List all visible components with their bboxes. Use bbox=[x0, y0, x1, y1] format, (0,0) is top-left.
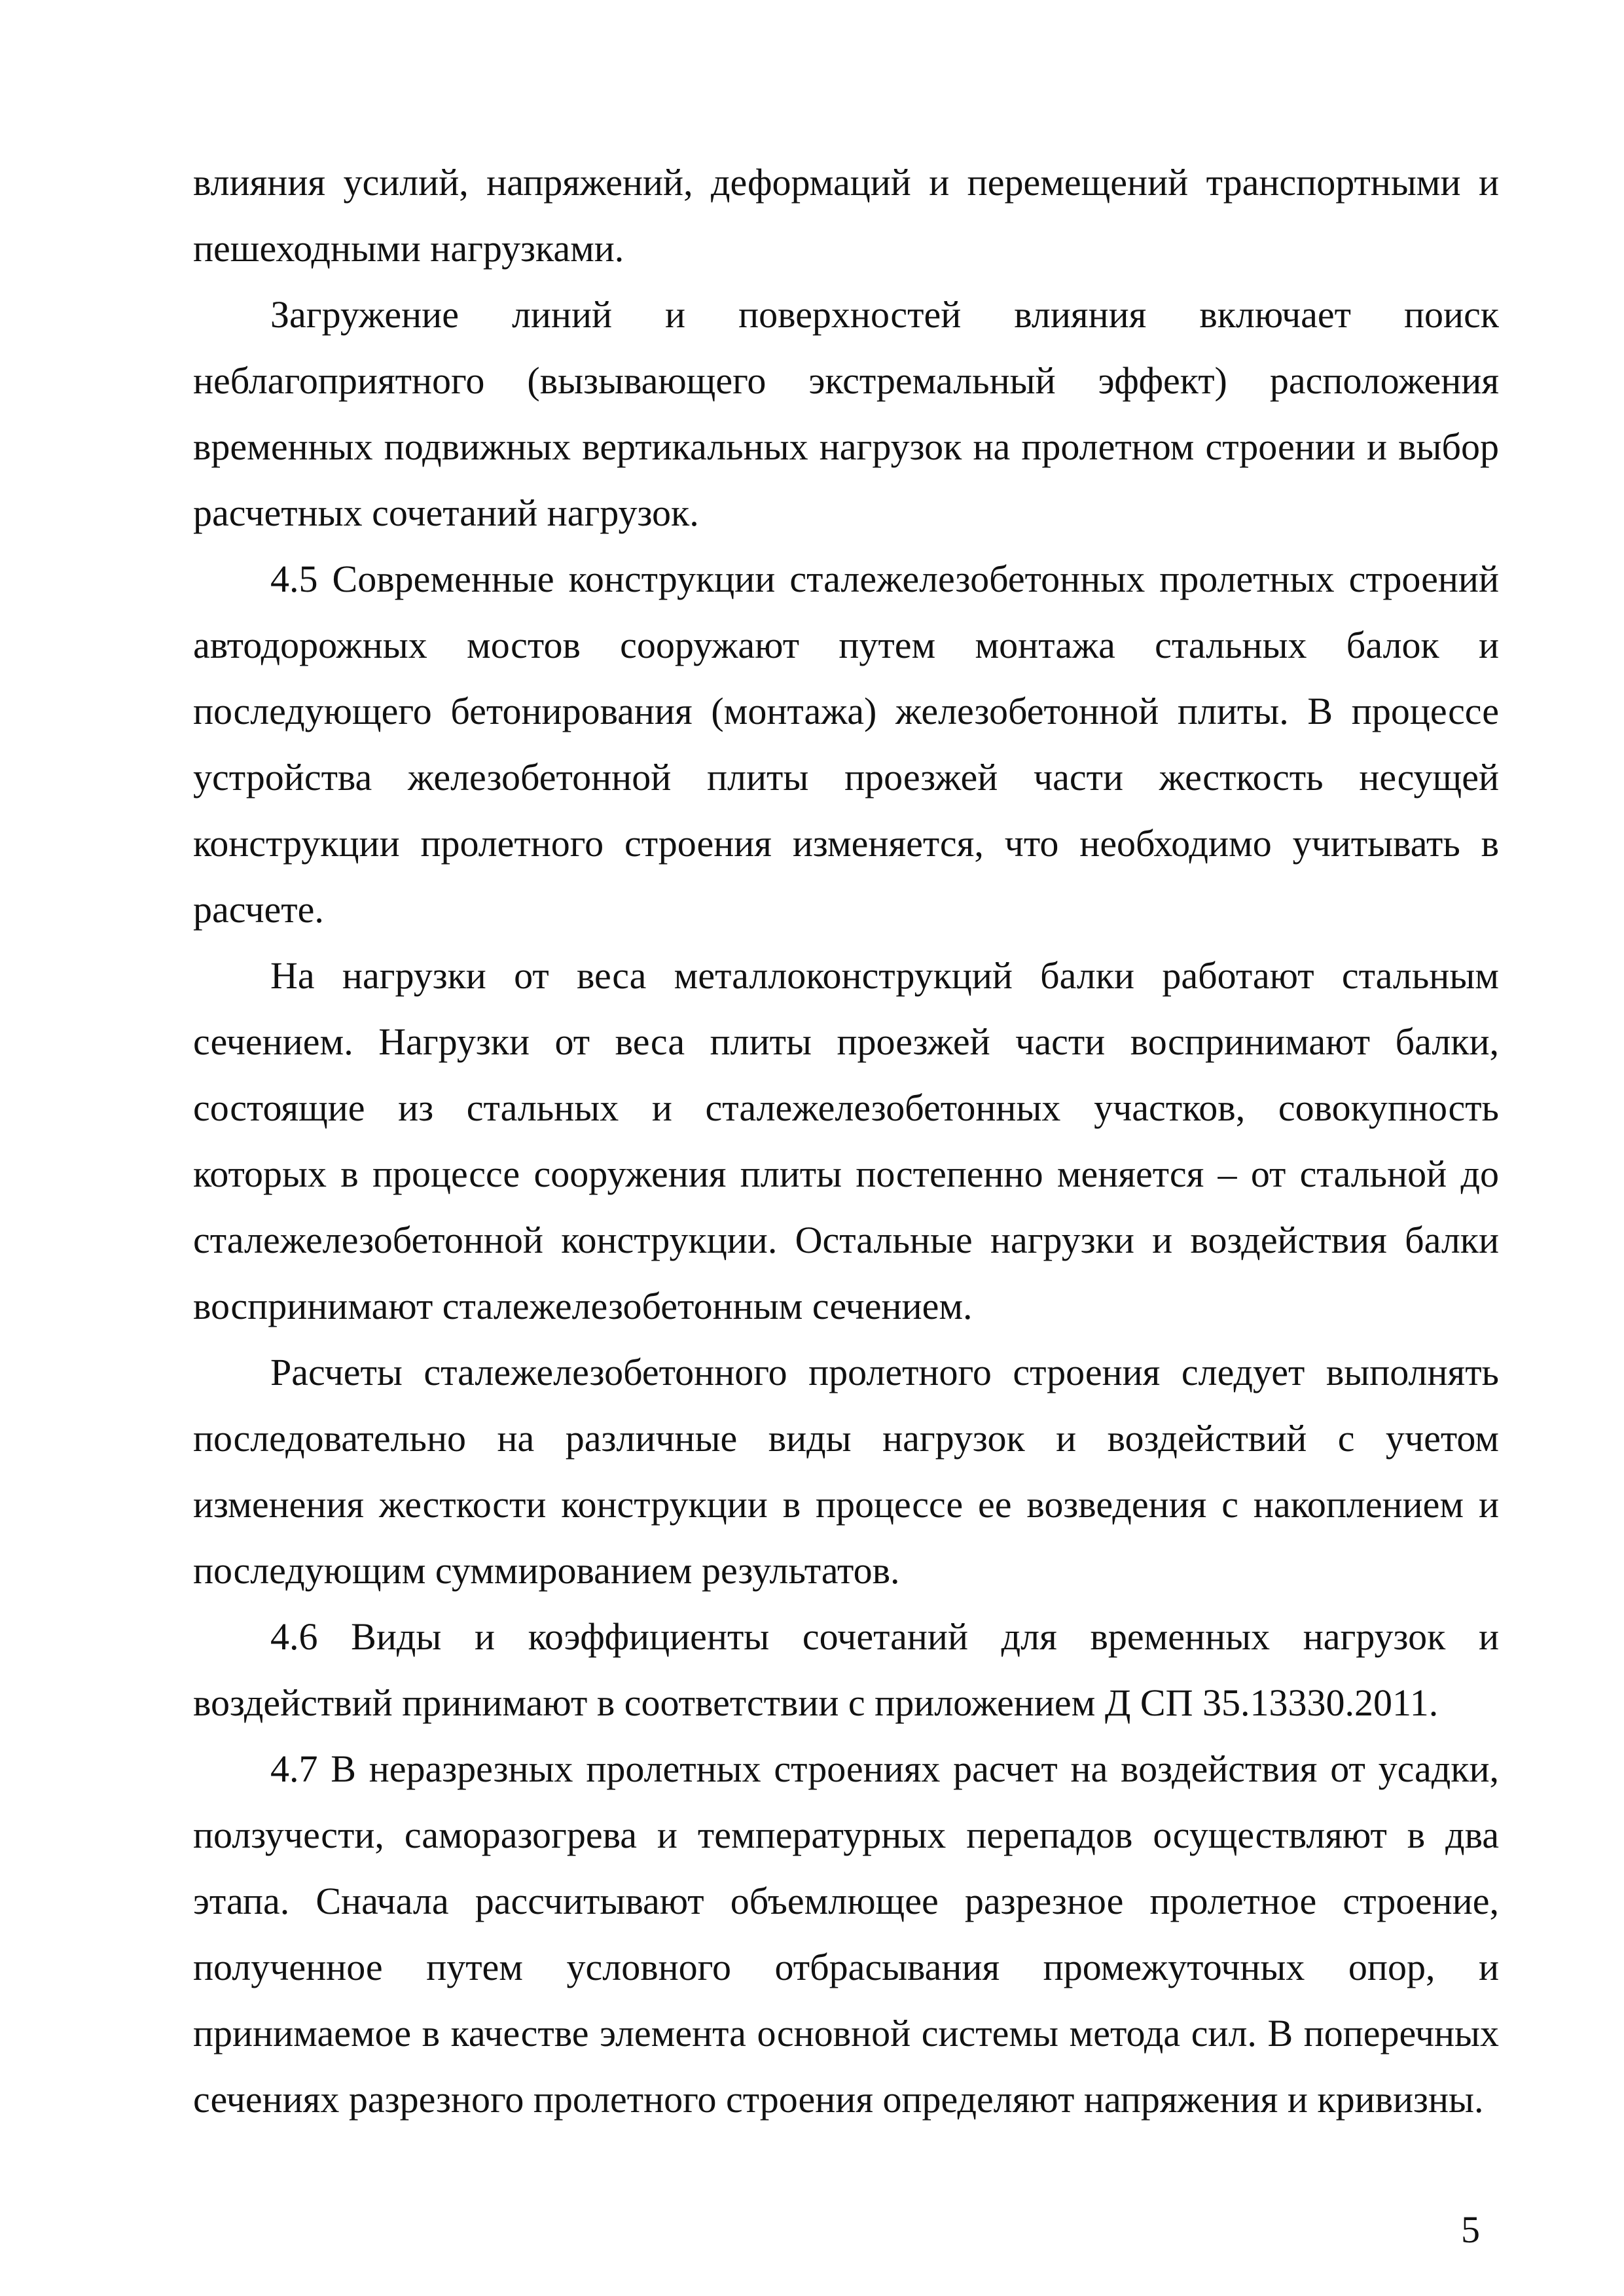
paragraph-4-7: 4.7 В неразрезных пролетных строениях расчет на воздействия от усадки, ползучести, саморазогрева и температурных перепадов осуществляют в два этапа. Сначала рассчитывают объемлющее разрезное пролетное строение, полученное путем условного отбрасывания промежуточных опор, и принимаемое в качестве элемента основной системы метода сил. В поперечных сечениях разрезного пролетного строения определяют напряжения и кривизны. bbox=[193, 1748, 1499, 2121]
paragraph-4-6: 4.6 Виды и коэффициенты сочетаний для временных нагрузок и воздействий принимают в соответствии с приложением Д СП 35.13330.2011. bbox=[193, 1615, 1499, 1724]
paragraph-loading-lines: Загружение линий и поверхностей влияния включает поиск неблагоприятного (вызывающего экстремальный эффект) расположения временных подвижных вертикальных нагрузок на пролетном строении и выбор расчетных сочетаний нагрузок. bbox=[193, 293, 1499, 534]
page-number: 5 bbox=[1461, 2208, 1480, 2251]
paragraph-calculation-sequence: Расчеты сталежелезобетонного пролетного строения следует выполнять последовательно на различные виды нагрузок и воздействий с учетом изменения жесткости конструкции в процессе ее возведения с накоплением и последующим суммированием результатов. bbox=[193, 1351, 1499, 1592]
body-text bbox=[193, 149, 1499, 2132]
paragraph-4-5: 4.5 Современные конструкции сталежелезобетонных пролетных строений автодорожных мостов сооружают путем монтажа стальных балок и последующего бетонирования (монтажа) железобетонной плиты. В процессе устройства железобетонной плиты проезжей части жесткость несущей конструкции пролетного строения изменяется, что необходимо учитывать в расчете. bbox=[193, 558, 1499, 931]
paragraph-continuation: влияния усилий, напряжений, деформаций и перемещений транспортными и пешеходными нагрузками. bbox=[193, 161, 1499, 270]
paragraph-steel-section-loads: На нагрузки от веса металлоконструкций балки работают стальным сечением. Нагрузки от веса плиты проезжей части воспринимают балки, состоящие из стальных и сталежелезобетонных участков, совокупность которых в процессе сооружения плиты постепенно меняется – от стальной до сталежелезобетонной конструкции. Остальные нагрузки и воздействия балки воспринимают сталежелезобетонным сечением. bbox=[193, 954, 1499, 1327]
